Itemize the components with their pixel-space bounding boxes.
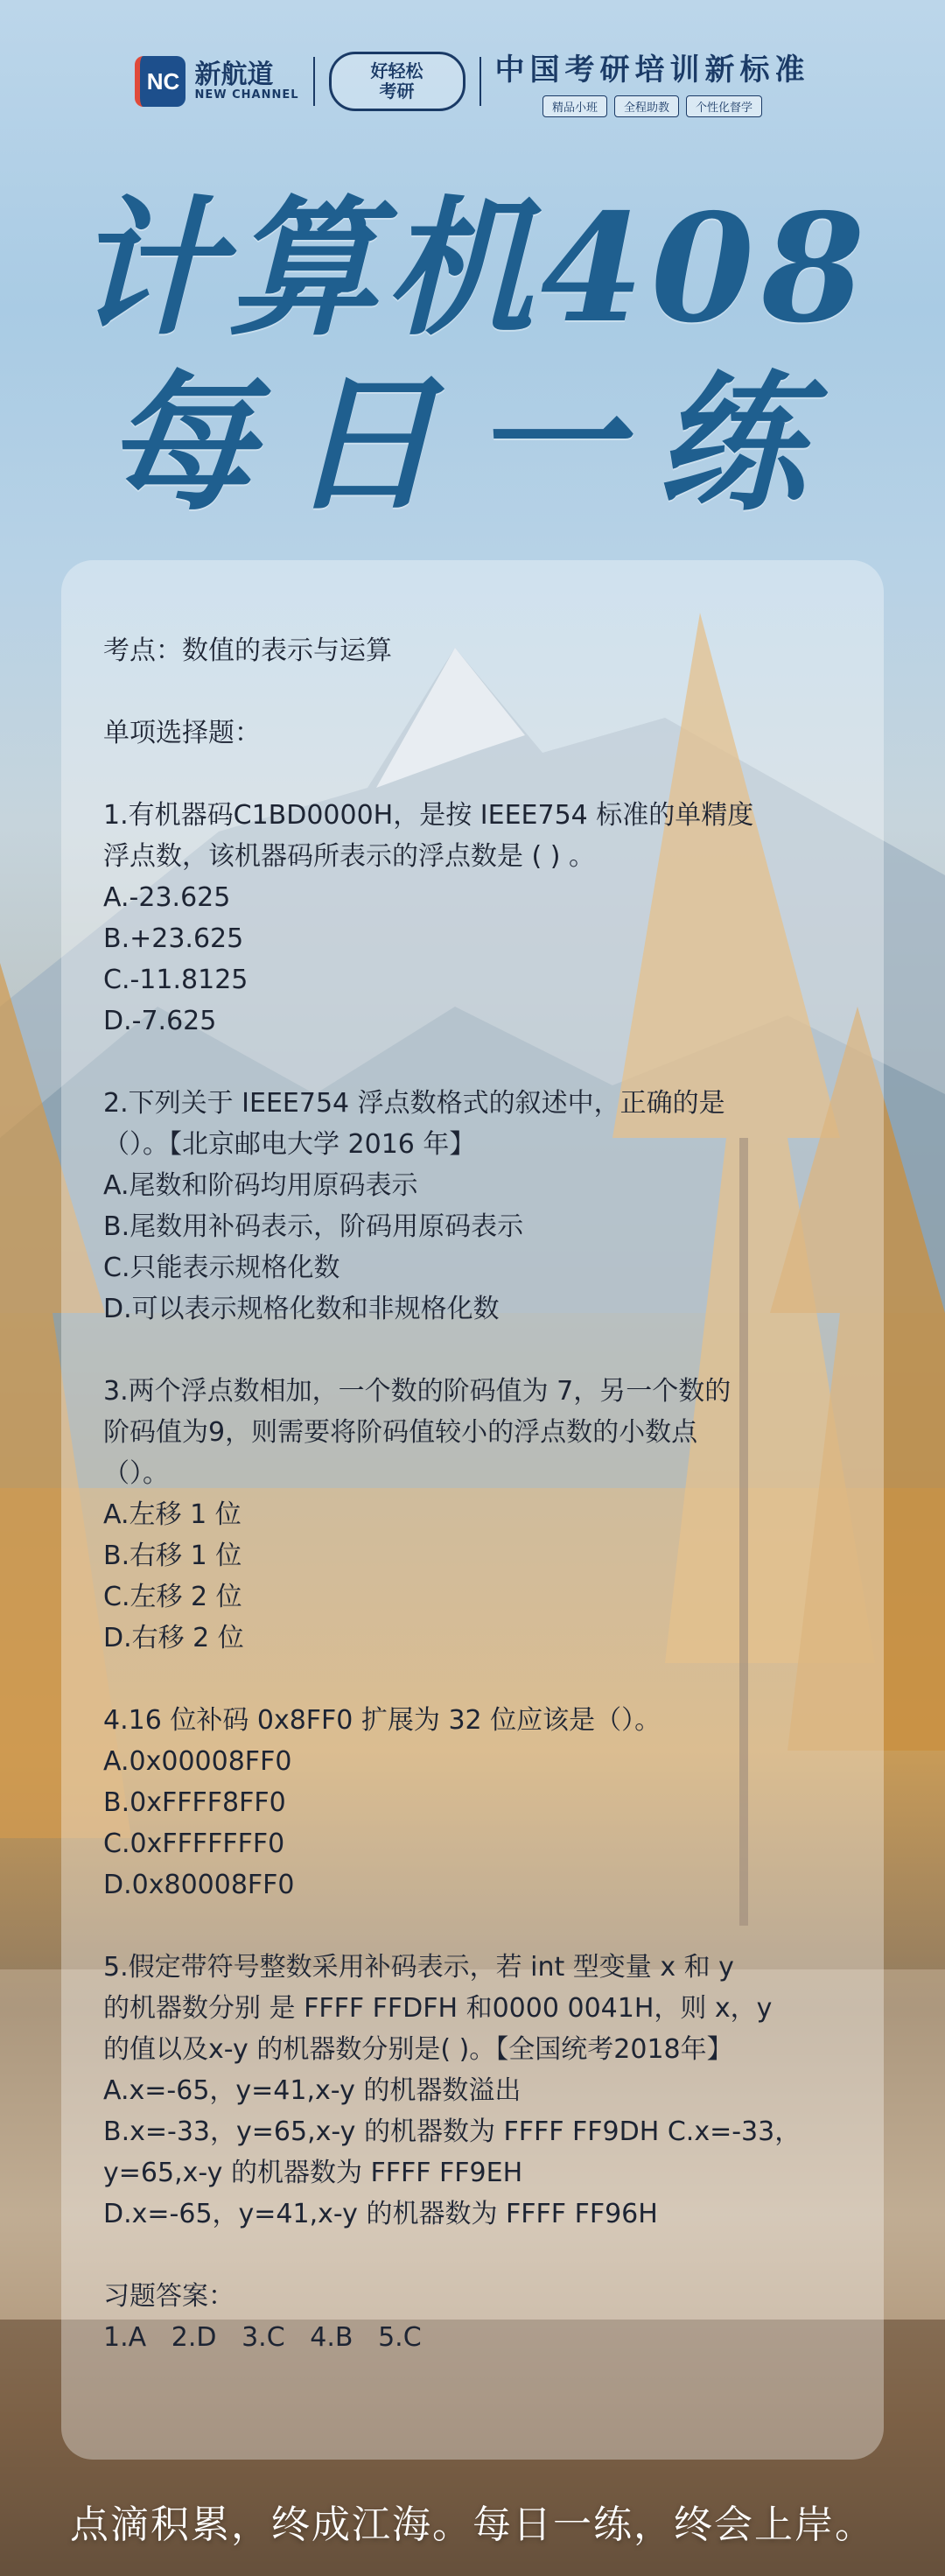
tag-list [542, 95, 762, 117]
header-divider [313, 57, 315, 106]
question-2-option-b: B.尾数用补码表示，阶码用原码表示 [103, 1211, 524, 1242]
nc-badge-icon: NC [135, 56, 186, 107]
question-3-option-b: B.右移 1 位 [103, 1541, 242, 1571]
question-5-option-c-cont: y=65,x-y 的机器数为 FFFF FF9EH [103, 2158, 523, 2188]
question-5-option-a: A.x=-65，y=41,x-y 的机器数溢出 [103, 2075, 522, 2106]
question-3-stem: （）。 [103, 1458, 169, 1489]
question-5-stem: 的值以及x-y 的机器数分别是( )。【全国统考2018年】 [103, 2034, 733, 2065]
question-2-option-a: A.尾数和阶码均用原码表示 [103, 1170, 418, 1201]
tag-assistant: 全程助教 [614, 95, 679, 117]
question-1-option-b: B.+23.625 [103, 923, 244, 954]
question-3-option-a: A.左移 1 位 [103, 1499, 242, 1530]
question-3-option-c: C.左移 2 位 [103, 1582, 242, 1612]
topic-text: 考点：数值的表示与运算 [103, 635, 392, 666]
question-5-stem: 5.假定带符号整数采用补码表示，若 int 型变量 x 和 y [103, 1952, 734, 1983]
partner-logo-top: 好轻松 [370, 60, 424, 81]
question-3-stem: 阶码值为9，则需要将阶码值较小的浮点数的小数点 [103, 1417, 698, 1448]
answers-text: 1.A 2.D 3.C 4.B 5.C [103, 2322, 422, 2353]
nc-name-cn: 新航道 [194, 60, 274, 91]
question-1-option-c: C.-11.8125 [103, 965, 248, 995]
question-1-option-a: A.-23.625 [103, 882, 231, 913]
question-4-option-d: D.0x80008FF0 [103, 1870, 295, 1900]
slogan-text: 中国考研培训新标准 [494, 53, 810, 88]
question-5-option-d: D.x=-65，y=41,x-y 的机器数为 FFFF FF96H [103, 2199, 658, 2229]
question-2-stem: 2.下列关于 IEEE754 浮点数格式的叙述中，正确的是 [103, 1088, 725, 1119]
header-divider [480, 57, 481, 106]
question-4-option-a: A.0x00008FF0 [103, 1746, 292, 1777]
answers-label: 习题答案： [103, 2281, 234, 2312]
question-4-option-c: C.0xFFFFFFF0 [103, 1828, 285, 1859]
nc-name-en: NEW CHANNEL [194, 88, 299, 102]
tag-supervision: 个性化督学 [686, 95, 762, 117]
partner-logo-bottom: 考研 [379, 81, 415, 102]
page-title-line1: 计算机408 [73, 181, 872, 356]
question-5-option-bc: B.x=-33，y=65,x-y 的机器数为 FFFF FF9DH C.x=-33， [103, 2116, 802, 2147]
footer-motto: 点滴积累，终成江海。每日一练，终会上岸。 [70, 2502, 875, 2547]
question-3-option-d: D.右移 2 位 [103, 1623, 244, 1653]
slogan-block [495, 46, 810, 117]
new-channel-logo [135, 56, 298, 107]
question-1-stem: 浮点数，该机器码所表示的浮点数是 ( ) 。 [103, 841, 596, 872]
page-title-line2: 每日一练 [104, 356, 840, 531]
tag-small-class: 精品小班 [542, 95, 607, 117]
question-2-option-c: C.只能表示规格化数 [103, 1253, 340, 1283]
section-heading: 单项选择题： [103, 718, 261, 748]
question-1-stem: 1.有机器码C1BD0000H，是按 IEEE754 标准的单精度 [103, 800, 754, 831]
question-5-stem: 的机器数分别 是 FFFF FFDFH 和0000 0041H，则 x，y [103, 1993, 773, 2024]
question-2-stem: （）。【北京邮电大学 2016 年】 [103, 1129, 476, 1160]
question-4-stem: 4.16 位补码 0x8FF0 扩展为 32 位应该是（）。 [103, 1705, 662, 1736]
question-3-stem: 3.两个浮点数相加，一个数的阶码值为 7，另一个数的 [103, 1376, 732, 1407]
brand-header [0, 42, 945, 121]
partner-logo [329, 52, 466, 111]
exercise-card [61, 560, 884, 2460]
question-4-option-b: B.0xFFFF8FF0 [103, 1787, 286, 1818]
question-2-option-d: D.可以表示规格化数和非规格化数 [103, 1294, 500, 1324]
question-1-option-d: D.-7.625 [103, 1006, 217, 1036]
